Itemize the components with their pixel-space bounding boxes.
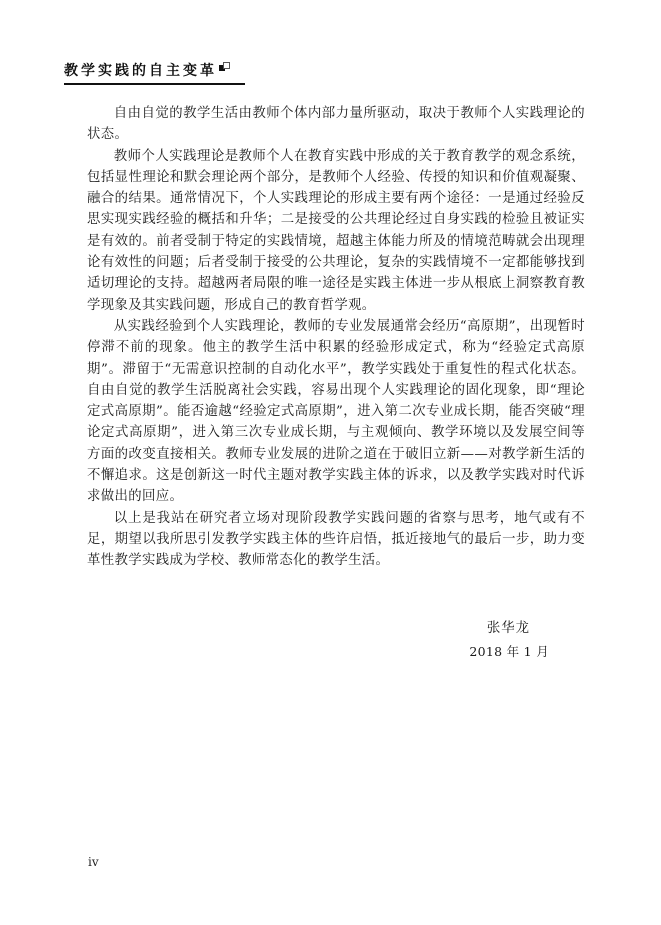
page-number: iv bbox=[88, 855, 99, 869]
running-header bbox=[64, 60, 229, 80]
author-signature: 张华龙 bbox=[486, 621, 530, 636]
body-text bbox=[87, 103, 585, 572]
header-ornament-icon bbox=[219, 62, 229, 72]
header-rule bbox=[64, 83, 245, 85]
signature-date: 2018 年 1 月 bbox=[469, 644, 549, 659]
paragraph: 从实践经验到个人实践理论，教师的专业发展通常会经历“高原期”，出现暂时停滞不前的现象。他主的教学生活中积累的经验形成定式，称为“经验定式高原期”。滞留于“无需意识控制的自动化水平”，教学实践处于重复性的程式化状态。自由自觉的教学生活脱离社会实践，容易出现个人实践理论的固化现象，即“理论定式高原期”。能否逾越“经验定式高原期”，进入第二次专业成长期，能否突破“理论定式高原期”，进入第三次专业成长期，与主观倾向、教学环境以及发展空间等方面的改变直接相关。教师专业发展的进阶之道在于破旧立新——对教学新生活的不懈追求。这是创新这一时代主题对教学实践主体的诉求，以及教学实践对时代诉求做出的回应。 bbox=[87, 318, 585, 505]
paragraph: 自由自觉的教学生活由教师个体内部力量所驱动，取决于教师个人实践理论的状态。 bbox=[87, 106, 585, 143]
paragraph: 教师个人实践理论是教师个人在教育实践中形成的关于教育教学的观念系统，包括显性理论和默会理论两个部分，是教师个人经验、传授的知识和价值观凝聚、融合的结果。通常情况下，个人实践理论的形成主要有两个途径：一是通过经验反思实现实践经验的概括和升华；二是接受的公共理论经过自身实践的检验且被证实是有效的。前者受制于特定的实践情境，超越主体能力所及的情境范畴就会出现理论有效性的问题；后者受制于接受的公共理论，复杂的实践情境不一定都能够找到适切理论的支持。超越两者局限的唯一途径是实践主体进一步从根底上洞察教育教学现象及其实践问题，形成自己的教育哲学观。 bbox=[87, 148, 585, 313]
running-title: 教学实践的自主变革 bbox=[64, 63, 217, 79]
outline-square-icon bbox=[223, 62, 230, 69]
paragraph: 以上是我站在研究者立场对现阶段教学实践问题的省察与思考，地气或有不足，期望以我所思引发教学实践主体的些许启悟，抵近接地气的最后一步，助力变革性教学实践成为学校、教师常态化的教学生活。 bbox=[87, 510, 585, 569]
